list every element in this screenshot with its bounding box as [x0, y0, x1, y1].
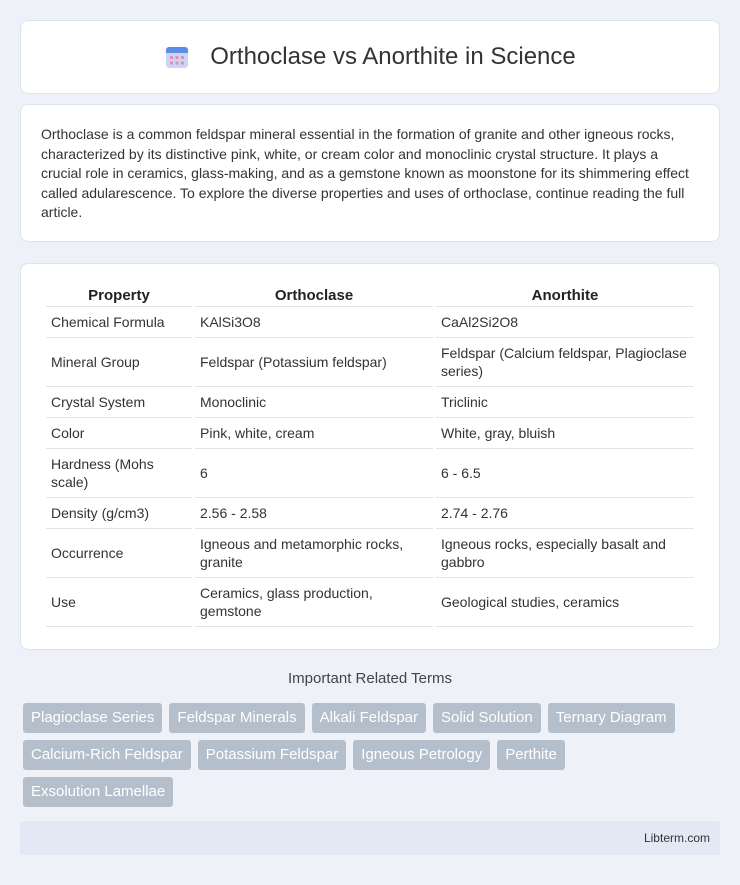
- table-cell: Monoclinic: [195, 387, 433, 418]
- table-cell: 2.56 - 2.58: [195, 498, 433, 529]
- related-term-tag[interactable]: Ternary Diagram: [548, 703, 675, 733]
- table-cell: Mineral Group: [46, 338, 192, 387]
- table-cell: CaAl2Si2O8: [436, 307, 694, 338]
- table-cell: Geological studies, ceramics: [436, 578, 694, 627]
- title-card: [20, 20, 720, 94]
- header-anorthite: Anorthite: [436, 284, 694, 307]
- table-row: [46, 307, 694, 338]
- related-term-tag[interactable]: Exsolution Lamellae: [23, 777, 173, 807]
- table-cell: Occurrence: [46, 529, 192, 578]
- related-term-tag[interactable]: Alkali Feldspar: [312, 703, 426, 733]
- calendar-icon: [164, 44, 190, 70]
- intro-text: Orthoclase is a common feldspar mineral essential in the formation of granite and other igneous rocks, characterized by its distinctive pink, white, or cream color and monoclinic crystal structure. It plays a crucial role in ceramics, glass-making, and as a gemstone known as moonstone for its shimmering effect called adularescence. To explore the diverse properties and uses of orthoclase, continue reading the full article.: [41, 126, 689, 220]
- table-cell: Feldspar (Calcium feldspar, Plagioclase series): [436, 338, 694, 387]
- intro-card: [20, 104, 720, 242]
- related-term-tag[interactable]: Potassium Feldspar: [198, 740, 347, 770]
- header-property: Property: [46, 284, 192, 307]
- header-orthoclase: Orthoclase: [195, 284, 433, 307]
- related-term-tag[interactable]: Calcium-Rich Feldspar: [23, 740, 191, 770]
- related-terms-title: Important Related Terms: [288, 670, 452, 687]
- related-term-tag[interactable]: Igneous Petrology: [353, 740, 490, 770]
- table-row: [46, 529, 694, 578]
- table-cell: Pink, white, cream: [195, 418, 433, 449]
- related-term-tag[interactable]: Feldspar Minerals: [169, 703, 304, 733]
- table-cell: 6 - 6.5: [436, 449, 694, 498]
- table-cell: 6: [195, 449, 433, 498]
- table-cell: Hardness (Mohs scale): [46, 449, 192, 498]
- table-cell: Use: [46, 578, 192, 627]
- related-term-tag[interactable]: Plagioclase Series: [23, 703, 162, 733]
- table-row: [46, 338, 694, 387]
- related-terms-list: [23, 703, 723, 814]
- footer: [20, 821, 720, 855]
- table-row: [46, 418, 694, 449]
- table-cell: Color: [46, 418, 192, 449]
- table-header-row: [46, 284, 694, 307]
- page-title: Orthoclase vs Anorthite in Science: [210, 43, 576, 70]
- table-cell: Igneous rocks, especially basalt and gabbro: [436, 529, 694, 578]
- table-cell: White, gray, bluish: [436, 418, 694, 449]
- comparison-table: [43, 284, 697, 627]
- table-cell: Feldspar (Potassium feldspar): [195, 338, 433, 387]
- related-term-tag[interactable]: Perthite: [497, 740, 565, 770]
- table-row: [46, 578, 694, 627]
- table-cell: KAlSi3O8: [195, 307, 433, 338]
- footer-site: Libterm.com: [643, 831, 710, 845]
- related-term-tag[interactable]: Solid Solution: [433, 703, 541, 733]
- table-cell: Triclinic: [436, 387, 694, 418]
- comparison-table-card: [20, 263, 720, 650]
- table-cell: Igneous and metamorphic rocks, granite: [195, 529, 433, 578]
- table-cell: Ceramics, glass production, gemstone: [195, 578, 433, 627]
- table-row: [46, 498, 694, 529]
- table-cell: 2.74 - 2.76: [436, 498, 694, 529]
- table-cell: Chemical Formula: [46, 307, 192, 338]
- table-row: [46, 387, 694, 418]
- table-cell: Crystal System: [46, 387, 192, 418]
- table-cell: Density (g/cm3): [46, 498, 192, 529]
- table-row: [46, 449, 694, 498]
